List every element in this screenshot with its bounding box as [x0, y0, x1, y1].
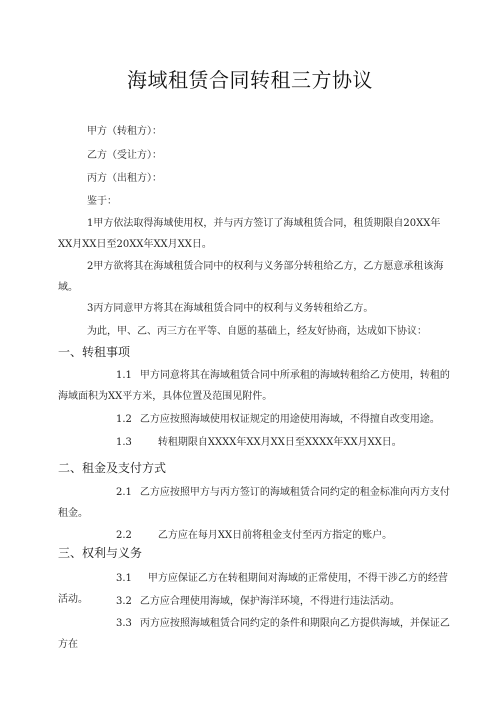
recital-1: 1甲方依法取得海域使用权，并与丙方签订了海域租赁合同，租赁期限自20XX年XX月XX日至20XX年XX月XX日。 [58, 218, 441, 250]
clause-1-1 [58, 365, 450, 407]
clause-text: 甲方同意将其在海域租赁合同中所承租的海域转租给乙方使用，转租的海域面积为XX平方米，具体位置及范围见附件。 [58, 370, 450, 402]
preamble: 为此，甲、乙、丙三方在平等、自愿的基础上，经友好协商，达成如下协议： [87, 326, 427, 337]
party-b-line: 乙方（受让方）： [87, 150, 162, 161]
clause-text: 乙方应按照海域使用权证规定的用途使用海域，不得擅自改变用途。 [139, 414, 440, 425]
party-a-line: 甲方（转租方）： [87, 126, 162, 137]
clause-number: 2.2 [116, 530, 132, 541]
clause-number: 1.3 [116, 437, 132, 448]
clause-3-2 [58, 591, 450, 612]
recital-3: 3丙方同意甲方将其在海域租赁合同中的权利与义务转租给乙方。 [87, 303, 374, 314]
clause-3-3 [58, 613, 450, 655]
clause-text: 转租期限自XXXX年XX月XX日至XXXX年XX月XX日。 [157, 437, 402, 448]
party-c-line: 丙方（出租方）： [87, 173, 162, 184]
clause-number: 1.1 [116, 370, 132, 381]
clause-number: 1.2 [116, 414, 132, 425]
whereas-line: 鉴于： [87, 196, 117, 207]
clause-text: 甲方应保证乙方在转租期间对海域的正常使用，不得干涉乙方的经营活动。 [58, 573, 448, 605]
clause-1-3 [58, 432, 450, 453]
recital-2: 2甲方欲将其在海域租赁合同中的权利与义务部分转租给乙方，乙方愿意承租该海域。 [58, 261, 444, 293]
clause-text: 乙方应在每月XX日前将租金支付至丙方指定的账户。 [157, 530, 393, 541]
clause-2-1 [58, 482, 450, 524]
clause-number: 2.1 [116, 487, 132, 498]
clause-number: 3.1 [116, 573, 132, 584]
clause-text: 乙方应按照甲方与丙方签订的海域租赁合同约定的租金标准向丙方支付租金。 [58, 487, 450, 519]
section-3-heading: 三、权利与义务 [58, 546, 143, 560]
clause-text: 丙方应按照海域租赁合同约定的条件和期限向乙方提供海域，并保证乙方在 [58, 618, 450, 650]
clause-text: 乙方应合理使用海域，保护海洋环境，不得进行违法活动。 [139, 596, 400, 607]
document-title: 海域租赁合同转租三方协议 [127, 68, 373, 92]
clause-1-2 [58, 409, 450, 430]
clause-number: 3.3 [116, 618, 132, 629]
clause-number: 3.2 [116, 596, 132, 607]
section-1-heading: 一、转租事项 [58, 345, 131, 359]
section-2-heading: 二、租金及支付方式 [58, 461, 167, 475]
